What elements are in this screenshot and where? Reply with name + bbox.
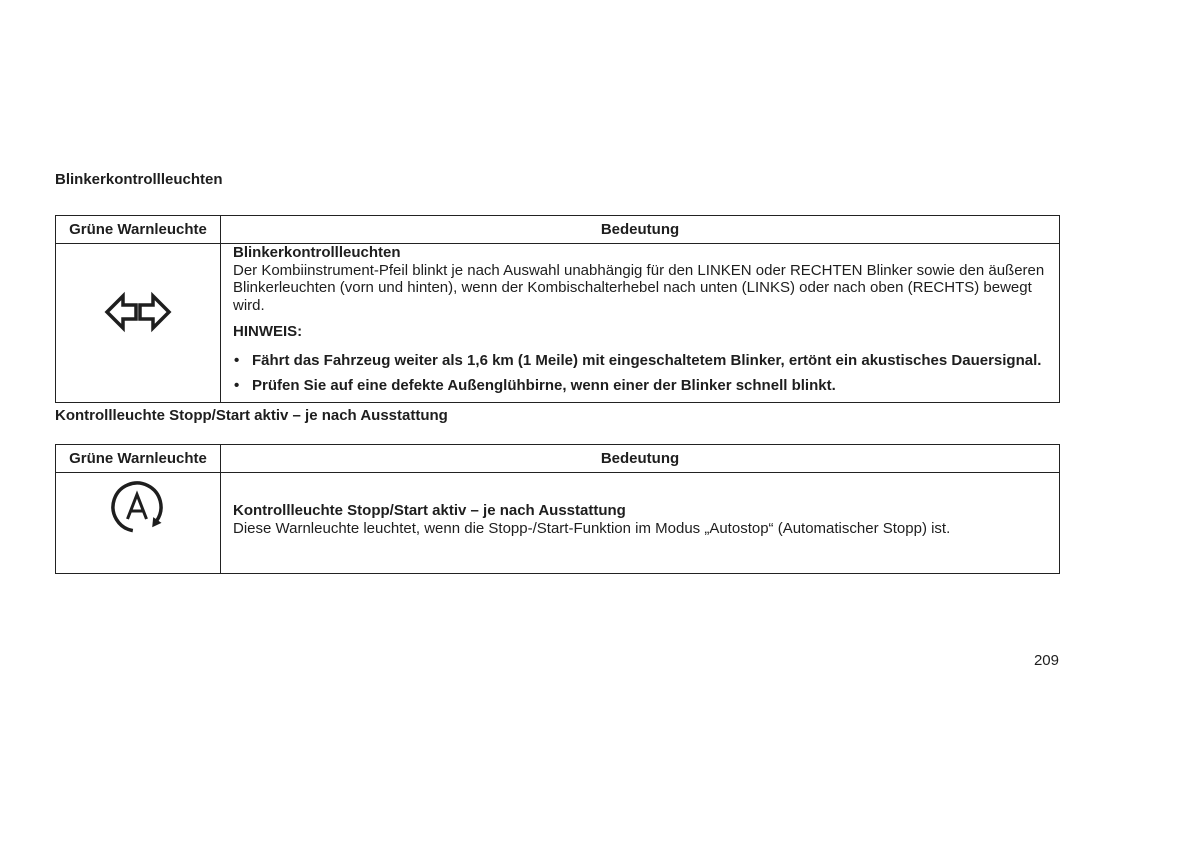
section-heading-blinker: Blinkerkontrollleuchten [55, 171, 223, 188]
stop-start-auto-icon [108, 480, 168, 538]
warning-light-table-blinker [55, 215, 1060, 403]
section-heading-stop-start: Kontrollleuchte Stopp/Start aktiv – je nach Ausstattung [55, 407, 448, 424]
table-header-row [56, 216, 1059, 244]
warning-light-table-stop-start [55, 444, 1060, 574]
table-row [56, 244, 1059, 402]
meaning-title: Blinkerkontrollleuchten [233, 244, 401, 261]
column-header-warning-light: Grüne Warnleuchte [56, 216, 221, 243]
note-bullet-continuous-signal: • Fährt das Fahrzeug weiter als 1,6 km (1 Meile) mit eingeschaltetem Blinker, ertönt ein akustisches Dauersignal. [233, 352, 1051, 370]
note-bullet-defective-bulb: • Prüfen Sie auf eine defekte Außenglühbirne, wenn einer der Blinker schnell blinkt. [233, 377, 1051, 395]
meaning-title: Kontrollleuchte Stopp/Start aktiv – je nach Ausstattung [233, 502, 626, 519]
column-header-meaning: Bedeutung [600, 221, 680, 238]
note-list [233, 352, 1051, 395]
meaning-description: Diese Warnleuchte leuchtet, wenn die Stopp-/Start-Funktion im Modus „Autostop“ (Automatischer Stopp) ist. [233, 519, 951, 537]
meaning-description: Der Kombiinstrument-Pfeil blinkt je nach Auswahl unabhängig für den LINKEN oder RECHTEN Blinker sowie den äußeren Blinkerleuchten (vorn und hinten), wenn der Kombischalterhebel nach unten (LINKS) oder nach oben (RECHTS) bewegt wird. [233, 261, 1045, 314]
meaning-cell [221, 473, 1059, 573]
meaning-cell [221, 244, 1059, 402]
column-header-meaning: Bedeutung [600, 450, 680, 467]
table-header-row [56, 445, 1059, 473]
page-number: 209 [1033, 652, 1059, 669]
table-row [56, 473, 1059, 573]
note-label: HINWEIS: [233, 323, 303, 340]
turn-signal-arrows-icon [103, 291, 173, 333]
icon-cell [56, 473, 221, 573]
icon-cell [56, 244, 221, 402]
column-header-warning-light: Grüne Warnleuchte [56, 445, 221, 472]
